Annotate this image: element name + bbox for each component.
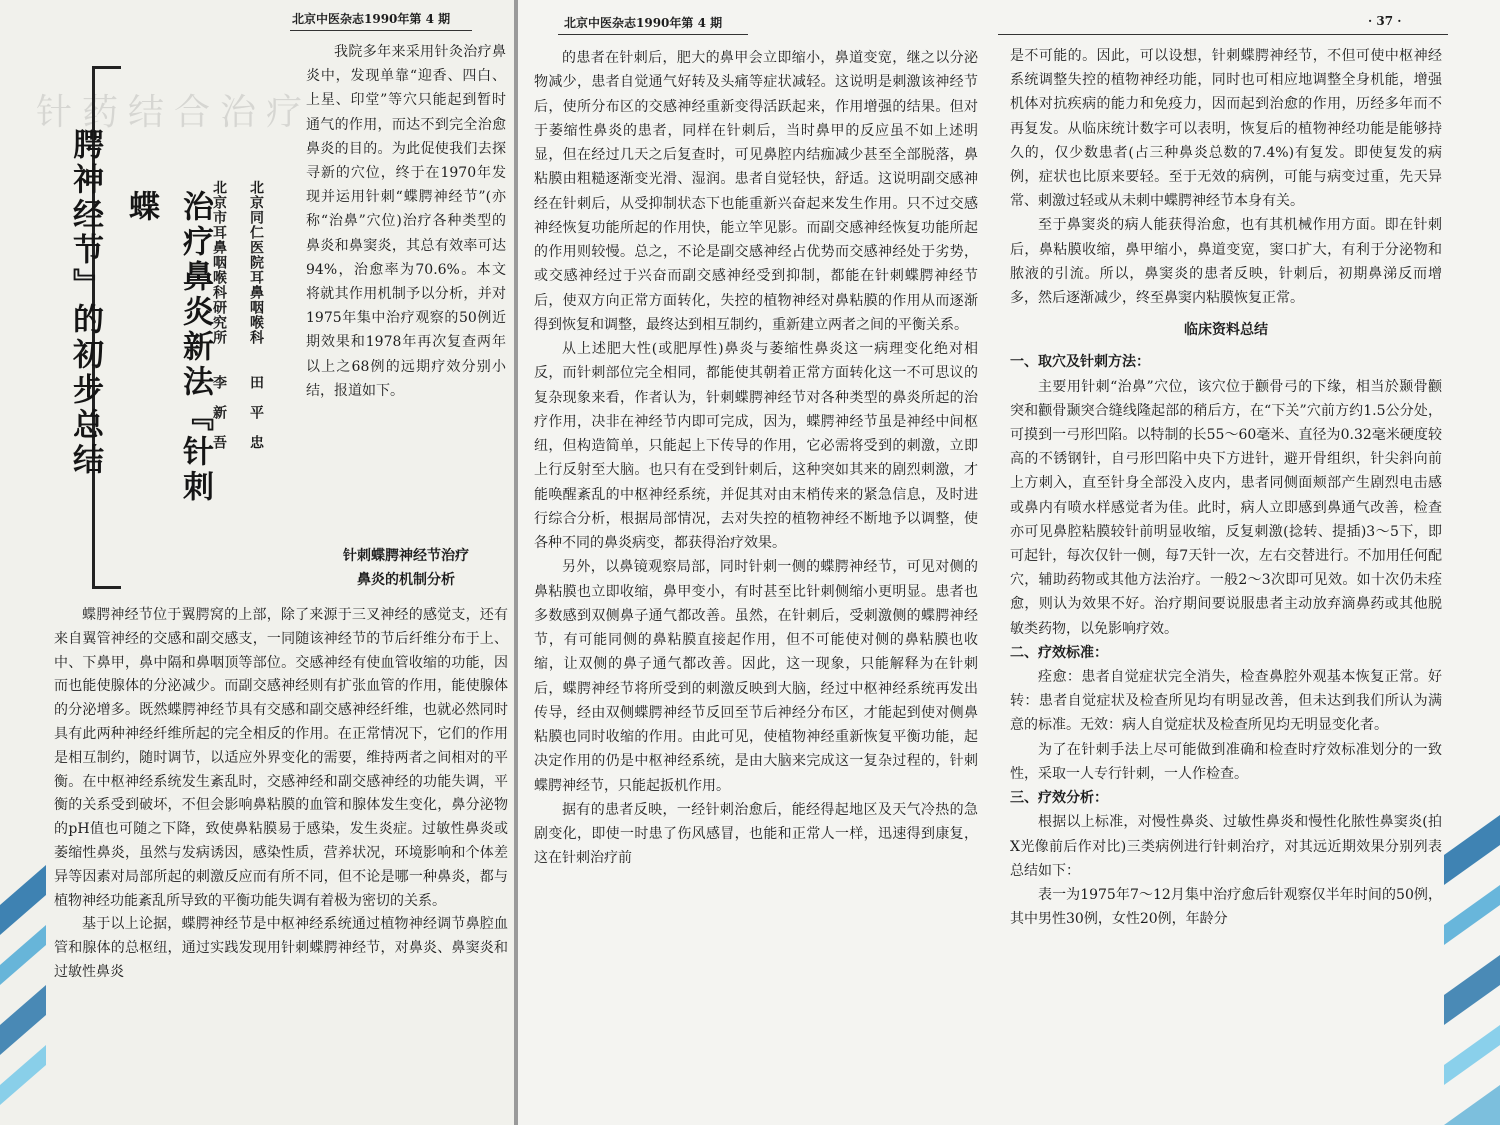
subheading-analysis: 三、疗效分析：	[1010, 790, 1108, 807]
section-heading-clinical: 临床资料总结	[1184, 322, 1268, 339]
affiliation-1: 北京同仁医院耳鼻咽喉科 田 平 忠	[248, 180, 264, 450]
title-bracket-top	[92, 66, 121, 85]
middle-body-text: 的患者在针刺后，肥大的鼻甲会立即缩小，鼻道变宽，继之以分泌物减少，患者自觉通气好转及头痛等症状减轻。这说明是刺激该神经节后，使所分布区的交感神经重新变得活跃起来，作用增强的结果。但对于萎缩性鼻炎的患者，同样在针刺后，当时鼻甲的反应虽不如上述明显，但在经过几天之后复查时，可见鼻腔内结痂减少甚至全部脱落，鼻粘膜由粗糙逐渐变光滑、湿润。患者自觉轻快，舒适。这说明副交感神经在针刺后，从受抑制状态下也能重新兴奋起来发生作用。只不过交感神经恢复功能所起的作用快，能立竿见影。而副交感神经恢复功能所起的作用则较慢。总之，不论是副交感神经占优势而交感神经处于劣势，或交感神经过于兴奋而副交感神经受到抑制，都能在针刺蝶腭神经节后，使双方向正常方面转化，失控的植物神经对鼻粘膜的作用从而逐渐得到恢复和调整，最终达到相互制约，重新建立两者之间的平衡关系。 从上述肥大性(或肥厚性)鼻炎与萎缩性鼻炎这一病理变化绝对相反，而针刺部位完全相同，都能使其朝着正常方面转化这一不可思议的复杂现象来看，作者认为，针刺蝶腭神经节对各种类型的鼻炎所起的治疗作用，决非在神经节内即可完成，因为，蝶腭神经节虽是神经中间枢纽，但构造简单，只能起上下传导的作用，它必需将受到的刺激，立即上行反射至大脑。也只有在受到针刺后，这种突如其来的剧烈刺激，才能唤醒紊乱的中枢神经系统，并促其对由末梢传来的紧急信息，及时进行综合分析，根据局部情况，去对失控的植物神经不断地予以调整，使各种不同的鼻炎病变，都获得治疗效果。 另外，以鼻镜观察局部，同时针刺一侧的蝶腭神经节，可见对侧的鼻粘膜也立即收缩，鼻甲变小，有时甚至比针刺侧缩小更明显。患者也多数感到双侧鼻子通气都改善。虽然，在针刺后，受刺激侧的蝶腭神经节，有可能同侧的鼻粘膜直接起作用，但不可能使对侧的鼻粘膜也收缩，让双侧的鼻子通气都改善。因此，这一现象，只能解释为在针刺后，蝶腭神经节将所受到的刺激反映到大脑，经过中枢神经系统再发出传导，经由双侧蝶腭神经节反回至节后神经分布区，才能起到使对侧鼻粘膜也同时收缩的作用。由此可见，使植物神经重新恢复平衡功能，起决定作用的仍是中枢神经系统，是由大脑来完成这一复杂过程的，针刺蝶腭神经节，只能起扳机作用。 据有的患者反映，一经针刺治愈后，能经得起地区及天气冷热的急剧变化，即使一时患了伤风感冒，也能和正常人一样，迅速得到康复，这在针刺治疗前	[534, 50, 978, 867]
decorative-corner-stripes-right	[1444, 805, 1500, 1125]
bleed-through-title: 针药结合治疗	[36, 92, 313, 133]
section-heading-mechanism: 针刺蝶腭神经节治疗 鼻炎的机制分析	[343, 548, 469, 588]
page-number: · 37 ·	[1368, 14, 1402, 28]
subheading-criteria: 二、疗效标准：	[1010, 644, 1108, 661]
right-body-text: 是不可能的。因此，可以设想，针刺蝶腭神经节，不但可使中枢神经系统调整失控的植物神经功能，同时也可相应地调整全身机能，增强机体对抗疾病的能力和免疫力，因而起到治愈的作用，历经多年而不再复发。从临床统计数字可以表明，恢复后的植物神经功能是能够持久的，仅少数患者(占三种鼻炎总数的7.4%)有复发。即使复发的病例，症状也比原来要轻。至于无效的病例，可能与病变过重，先天异常、刺激过轻或从未刺中蝶腭神经节本身有关。 至于鼻窦炎的病人能获得治愈，也有其机械作用方面。即在针刺后，鼻粘膜收缩，鼻甲缩小，鼻道变宽，窦口扩大，有利于分泌物和脓液的引流。所以，鼻窦炎的患者反映，针刺后，初期鼻涕反而增多，然后逐渐减少，终至鼻窦内粘膜恢复正常。 临床资料总结 一、取穴及针刺方法： 主要用针刺“治鼻”穴位，该穴位于颧骨弓的下缘，相当於颞骨颧突和颧骨颞突合缝线隆起部的稍后方，在“下关”穴前方约1.5公分处，可摸到一弓形凹陷。以特制的长55～60毫米、直径为0.32毫米硬度较高的不锈钢针，自弓形凹陷中央下方进针，避开骨组织，针尖斜向前上方刺入，直至针身全部没入皮内，患者同侧面颊部产生剧烈电击感或鼻内有喷水样感觉者为佳。此时，病人立即感到鼻通气改善，检查亦可见鼻腔粘膜较针前明显收缩，反复刺激(捻转、提插)3～5下，即可起针，每次仅针一侧，每7天针一次，左右交替进行。不加用任何配穴，辅助药物或其他方法治疗。一般2～3次即可见效。如十次仍未痊愈，则认为效果不好。治疗期间要说服患者主动放弃滴鼻药或其他脱敏类药物，以免影响疗效。 二、疗效标准： 痊愈：患者自觉症状完全消失，检查鼻腔外观基本恢复正常。好转：患者自觉症状及检查所见均有明显改善，但未达到我们所认为满意的标准。无效：病人自觉症状及检查所见均无明显变化者。 为了在针刺手法上尽可能做到准确和检查时疗效标准划分的一致性，采取一人专行针刺，一人作检查。 三、疗效分析： 根据以上标准，对慢性鼻炎、过敏性鼻炎和慢性化脓性鼻窦炎(拍X光像前后作对比)三类病例进行针刺治疗，对其远近期效果分别列表总结如下： 表一为1975年7～12月集中治疗愈后针观察仅半年时间的50例，其中男性30例，女性20例，年龄分	[1010, 48, 1442, 928]
subheading-method: 一、取穴及针刺方法：	[1010, 354, 1150, 371]
header-rule-long	[998, 34, 1448, 35]
header-rule	[290, 30, 472, 31]
decorative-corner-stripes-left	[0, 865, 46, 1125]
left-body-text: 蝶腭神经节位于翼腭窝的上部，除了来源于三叉神经的感觉支，还有来自翼管神经的交感和副交感支，一同随该神经节的节后纤维分布于上、中、下鼻甲，鼻中隔和鼻咽顶等部位。交感神经有使血管收缩的功能，因而也能使腺体的分泌减少。而副交感神经则有扩张血管的作用，能使腺体的分泌增多。既然蝶腭神经节具有交感和副交感神经纤维，也就必然同时具有此两种神经纤维所起的完全相反的作用。在正常情况下，它们的作用是相互制约，随时调节，以适应外界变化的需要，维持两者之间相对的平衡。在中枢神经系统发生紊乱时，交感神经和副交感神经的功能失调，平衡的关系受到破坏，不但会影响鼻粘膜的血管和腺体发生变化，鼻分泌物的pH值也可随之下降，致使鼻粘膜易于感染，发生炎症。过敏性鼻炎或萎缩性鼻炎，虽然与发病诱因，感染性质，营养状况，环境影响和个体差异等因素对局部所起的刺激反应而有所不同，但不论是哪一种鼻炎，都与植物神经功能紊乱所导致的平衡功能失调有着极为密切的关系。 基于以上论据，蝶腭神经节是中枢神经系统通过植物神经调节鼻腔血管和腺体的总枢纽，通过实践发现用针刺蝶腭神经节，对鼻炎、鼻窦炎和过敏性鼻炎	[54, 607, 508, 980]
affiliation-2: 北京市耳鼻咽喉科研究所 李 新 吾	[211, 180, 227, 450]
header-rule-right	[558, 34, 748, 35]
left-running-header: 北京中医杂志1990年第 4 期	[292, 12, 451, 26]
right-running-header: 北京中医杂志1990年第 4 期	[564, 16, 723, 30]
right-page	[518, 0, 1500, 1125]
article-title-line-2: 腭神经节』的初步总结	[67, 128, 103, 478]
left-page	[0, 0, 514, 1125]
article-title-line-1: 治疗鼻炎新法『针刺蝶	[123, 190, 213, 505]
intro-paragraph: 我院多年来采用针灸治疗鼻炎中，发现单靠“迎香、四白、上星、印堂”等穴只能起到暂时通气的作用，而达不到完全治愈鼻炎的目的。为此促使我们去探寻新的穴位，终于在1970年发现并运用针刺“蝶腭神经节”(亦称“治鼻”穴位)治疗各种类型的鼻炎和鼻窦炎，其总有效率可达94%，治愈率为70.6%。本文将就其作用机制予以分析，并对1975年集中治疗观察的50例近期效果和1978年再次复查两年以上之68例的远期疗效分别小结，报道如下。	[306, 44, 506, 399]
